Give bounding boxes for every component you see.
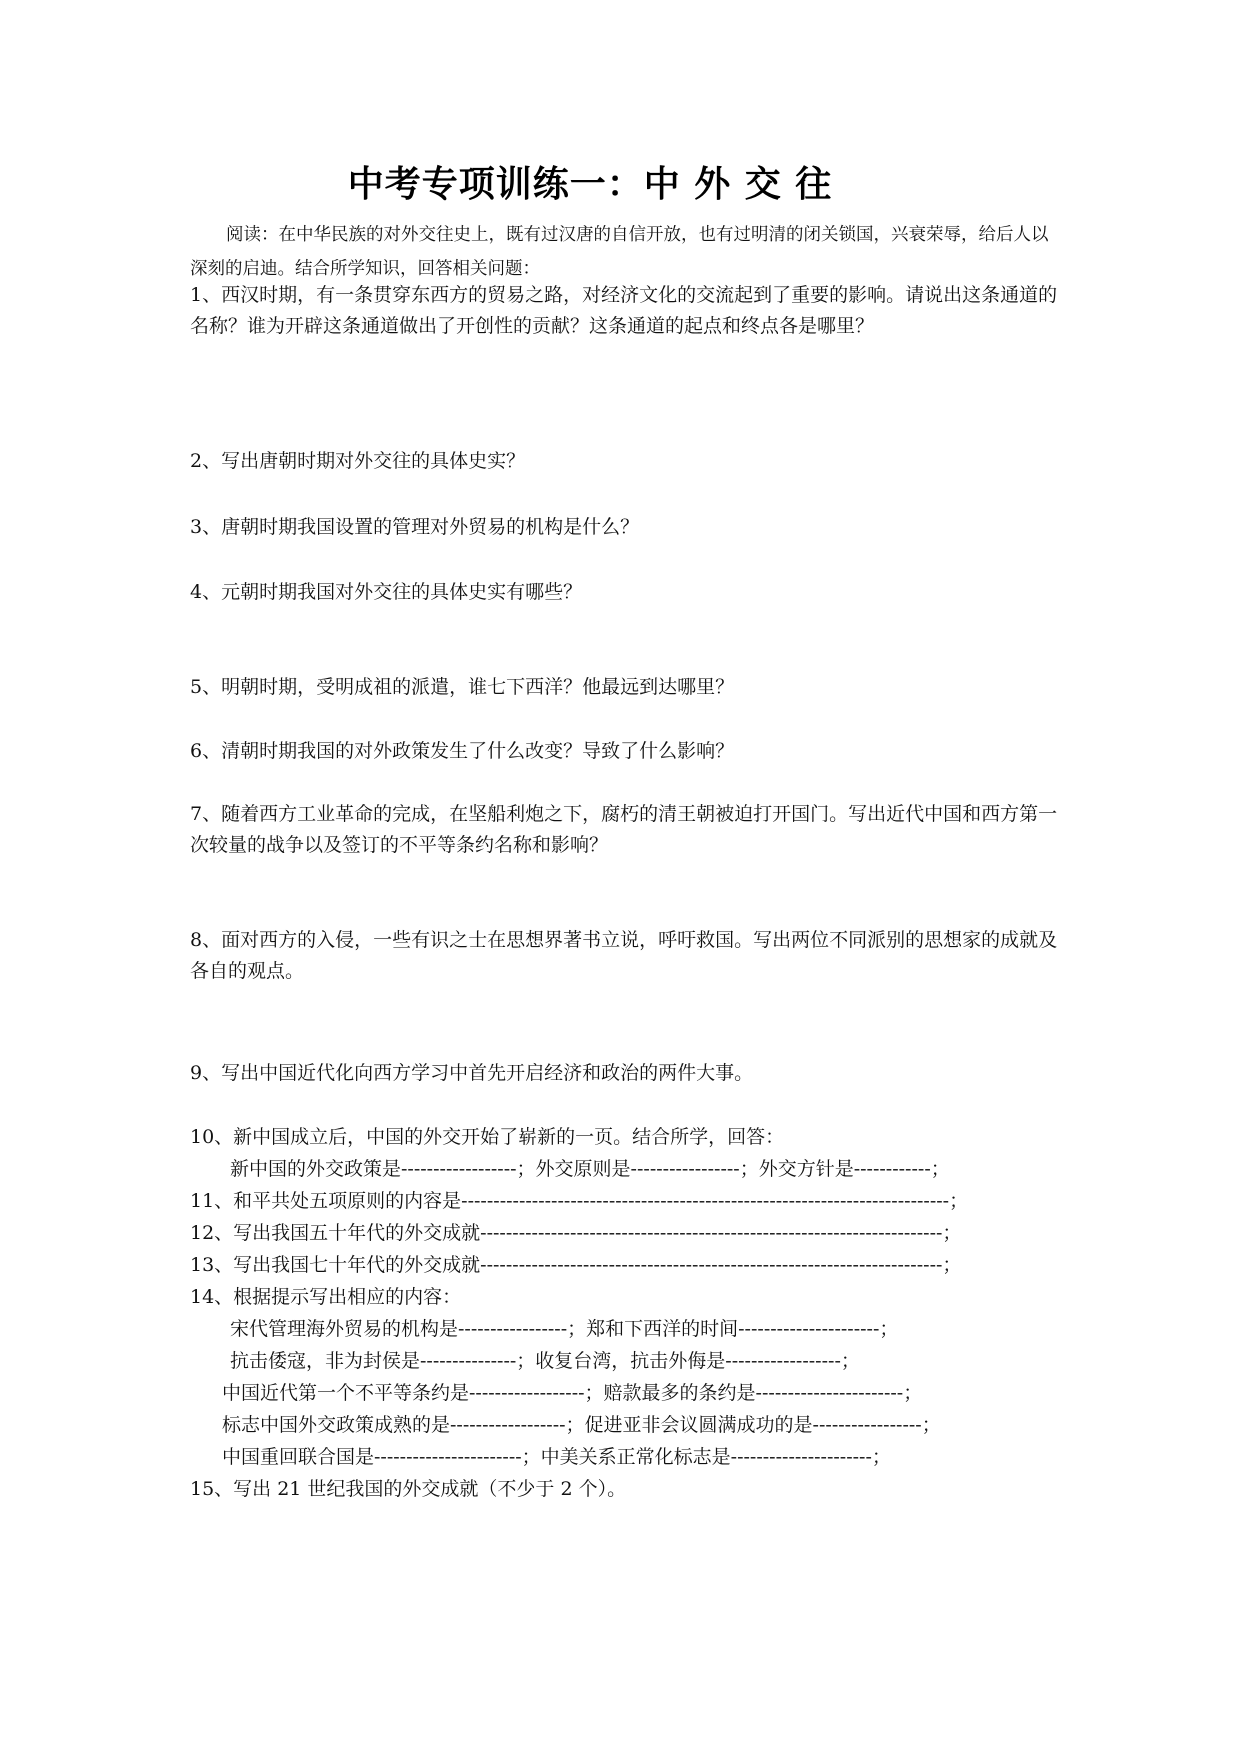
question-4: 4、元朝时期我国对外交往的具体史实有哪些？ bbox=[190, 581, 583, 603]
question-14-line-4: 标志中国外交政策成熟的是------------------；促进亚非会议圆满成功的是-----------------； bbox=[222, 1414, 941, 1436]
question-12: 12、写出我国五十年代的外交成就------------------------------------------------------------------------； bbox=[190, 1222, 962, 1244]
question-14-line-5: 中国重回联合国是-----------------------；中美关系正常化标志是----------------------； bbox=[222, 1446, 891, 1468]
question-8: 8、面对西方的入侵，一些有识之士在思想界著书立说，呼吁救国。写出两位不同派别的思想家的成就及各自的观点。 bbox=[190, 929, 1058, 982]
question-1: 1、西汉时期，有一条贯穿东西方的贸易之路，对经济文化的交流起到了重要的影响。请说出这条通道的名称？谁为开辟这条通道做出了开创性的贡献？这条通道的起点和终点各是哪里？ bbox=[190, 284, 1058, 337]
question-3: 3、唐朝时期我国设置的管理对外贸易的机构是什么？ bbox=[190, 516, 640, 538]
question-10-blanks: 新中国的外交政策是------------------；外交原则是-----------------；外交方针是------------； bbox=[230, 1158, 950, 1180]
question-10: 10、新中国成立后，中国的外交开始了崭新的一页。结合所学，回答： bbox=[190, 1126, 785, 1148]
question-9: 9、写出中国近代化向西方学习中首先开启经济和政治的两件大事。 bbox=[190, 1062, 754, 1084]
question-11: 11、和平共处五项原则的内容是----------------------------------------------------------------------------； bbox=[190, 1190, 969, 1212]
question-15: 15、写出 21 世纪我国的外交成就（不少于 2 个）。 bbox=[190, 1478, 627, 1500]
intro-paragraph: 阅读：在中华民族的对外交往史上，既有过汉唐的自信开放，也有过明清的闭关锁国，兴衰荣辱，给后人以深刻的启迪。结合所学知识，回答相关问题： bbox=[190, 225, 1049, 279]
question-14-line-2: 抗击倭寇，非为封侯是---------------；收复台湾，抗击外侮是------------------； bbox=[230, 1350, 860, 1372]
page-title: 中考专项训练一：中 外 交 往 bbox=[347, 164, 833, 205]
question-14: 14、根据提示写出相应的内容： bbox=[190, 1286, 462, 1308]
question-5: 5、明朝时期，受明成祖的派遣，谁七下西洋？他最远到达哪里？ bbox=[190, 676, 735, 698]
question-6: 6、清朝时期我国的对外政策发生了什么改变？导致了什么影响？ bbox=[190, 740, 735, 762]
question-13: 13、写出我国七十年代的外交成就------------------------------------------------------------------------； bbox=[190, 1254, 962, 1276]
question-7: 7、随着西方工业革命的完成，在坚船利炮之下，腐朽的清王朝被迫打开国门。写出近代中国和西方第一次较量的战争以及签订的不平等条约名称和影响？ bbox=[190, 803, 1058, 856]
question-2: 2、写出唐朝时期对外交往的具体史实？ bbox=[190, 450, 526, 472]
question-14-line-3: 中国近代第一个不平等条约是------------------；赔款最多的条约是-----------------------； bbox=[222, 1382, 923, 1404]
question-14-line-1: 宋代管理海外贸易的机构是-----------------；郑和下西洋的时间----------------------； bbox=[230, 1318, 899, 1340]
